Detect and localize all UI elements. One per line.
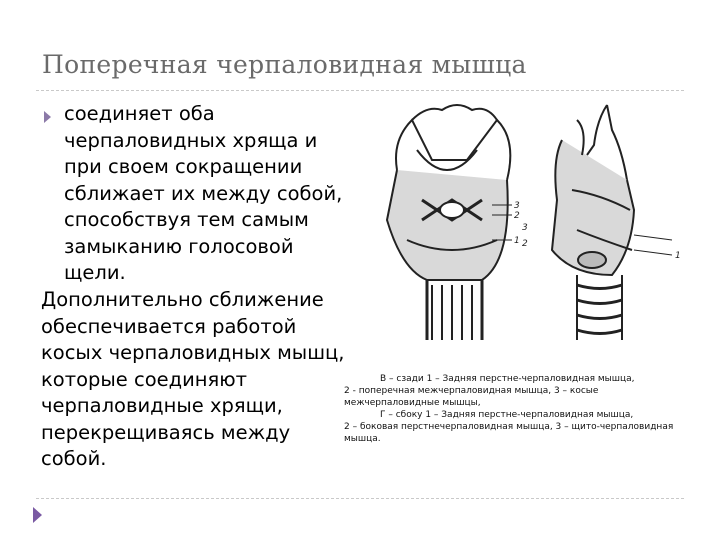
paragraph-text: Дополнительно сближение обеспечивается работой косых черпаловидных мышц, которые соединяют черпаловидные хрящи, перекрещиваясь между собой.: [41, 288, 345, 470]
side-label-3: 3: [522, 223, 528, 233]
larynx-side-view: [552, 105, 672, 340]
top-divider: [36, 90, 684, 91]
corner-arrow-icon: [33, 507, 42, 523]
bottom-divider: [36, 498, 684, 499]
larynx-illustration: [372, 100, 692, 350]
caption-line-1: В – сзади 1 – Задняя перстне-черпаловидная мышца,: [380, 374, 635, 384]
larynx-back-view: [387, 105, 512, 340]
figure-caption: [344, 373, 690, 445]
side-label-1: 1: [675, 251, 681, 261]
back-label-1: 1: [514, 236, 520, 246]
caption-line-4: 2 – боковая перстнечерпаловидная мышца, 3 – щито-черпаловидная мышца.: [344, 422, 674, 444]
back-label-3: 3: [514, 201, 520, 211]
side-label-2: 2: [522, 239, 528, 249]
bullet-arrow-icon: [44, 111, 51, 123]
caption-line-3: Г – сбоку 1 – Задняя перстне-черпаловидная мышца,: [380, 410, 634, 420]
bullet-text: соединяет оба черпаловидных хряща и при своем сокращении сближает их между собой, способствуя тем самым замыканию голосовой щели.: [64, 102, 343, 284]
back-label-2: 2: [514, 211, 520, 221]
caption-line-2: 2 - поперечная межчерпаловидная мышца, 3 – косые межчерпаловидные мышцы,: [344, 386, 599, 408]
slide-title: Поперечная черпаловидная мышца: [42, 50, 527, 79]
